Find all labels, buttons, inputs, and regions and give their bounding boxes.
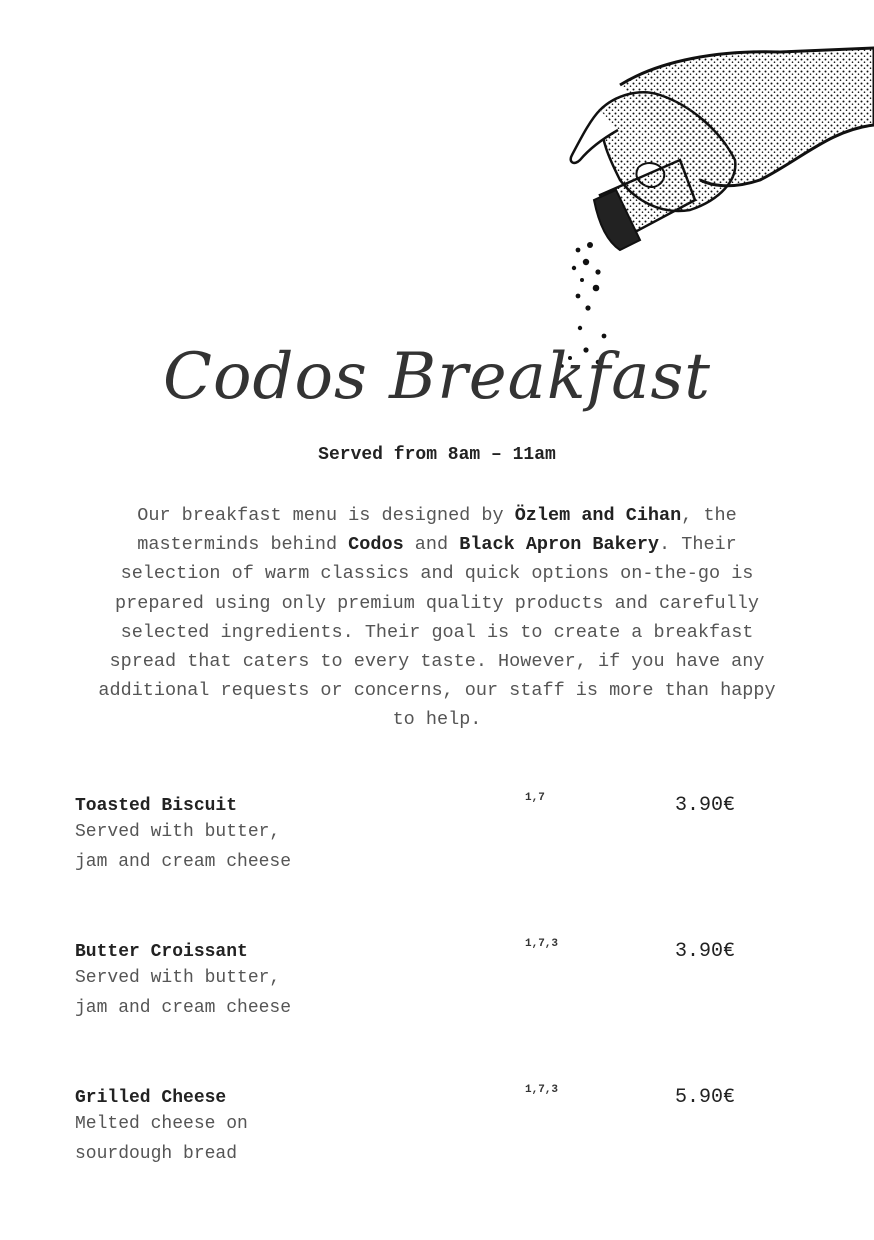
item-allergens: 1,7,3 xyxy=(525,1084,559,1096)
item-description-line: sourdough bread xyxy=(75,1143,238,1164)
item-description xyxy=(75,1110,375,1169)
menu-item-butter-croissant xyxy=(75,938,795,1042)
intro-text-2: , the masterminds behind xyxy=(137,505,737,556)
item-price: 3.90€ xyxy=(675,794,736,817)
item-description-line: Melted cheese on xyxy=(75,1114,248,1134)
menu-item-grilled-cheese xyxy=(75,1084,795,1188)
item-allergens: 1,7 xyxy=(525,792,545,804)
menu-item-toasted-biscuit xyxy=(75,792,795,896)
item-description-line: jam and cream cheese xyxy=(75,997,292,1018)
hand-with-salt-shaker-icon xyxy=(560,40,874,370)
item-name: Butter Croissant xyxy=(75,942,248,962)
item-name: Toasted Biscuit xyxy=(75,796,238,816)
menu-intro xyxy=(86,501,788,735)
intro-text-4: . Their selection of warm classics and quick options on-the-go is prepared using only premium quality products and carefully selected ingredients. Their goal is to create a breakfast spread that caters to every taste. However, if you have any additional requests or concerns, our staff is more than happy to help. xyxy=(98,534,776,731)
item-description xyxy=(75,964,375,1023)
item-description xyxy=(75,818,375,877)
item-description-line: Served with butter, xyxy=(75,822,281,842)
menu-title: Codos Breakfast xyxy=(162,340,712,414)
item-description-line: Served with butter, xyxy=(75,968,281,988)
item-allergens: 1,7,3 xyxy=(525,938,559,950)
menu-subtitle: Served from 8am – 11am xyxy=(318,445,556,465)
intro-bold-2: Codos xyxy=(348,534,404,556)
item-price: 5.90€ xyxy=(675,1086,736,1109)
intro-text-1: Our breakfast menu is designed by xyxy=(137,505,515,526)
item-name: Grilled Cheese xyxy=(75,1088,227,1108)
item-price: 3.90€ xyxy=(675,940,736,963)
intro-bold-1: Özlem and Cihan xyxy=(514,505,682,526)
item-description-line: jam and cream cheese xyxy=(75,851,292,872)
intro-bold-3: Black Apron Bakery xyxy=(459,534,660,556)
intro-text-3: and xyxy=(403,534,460,556)
